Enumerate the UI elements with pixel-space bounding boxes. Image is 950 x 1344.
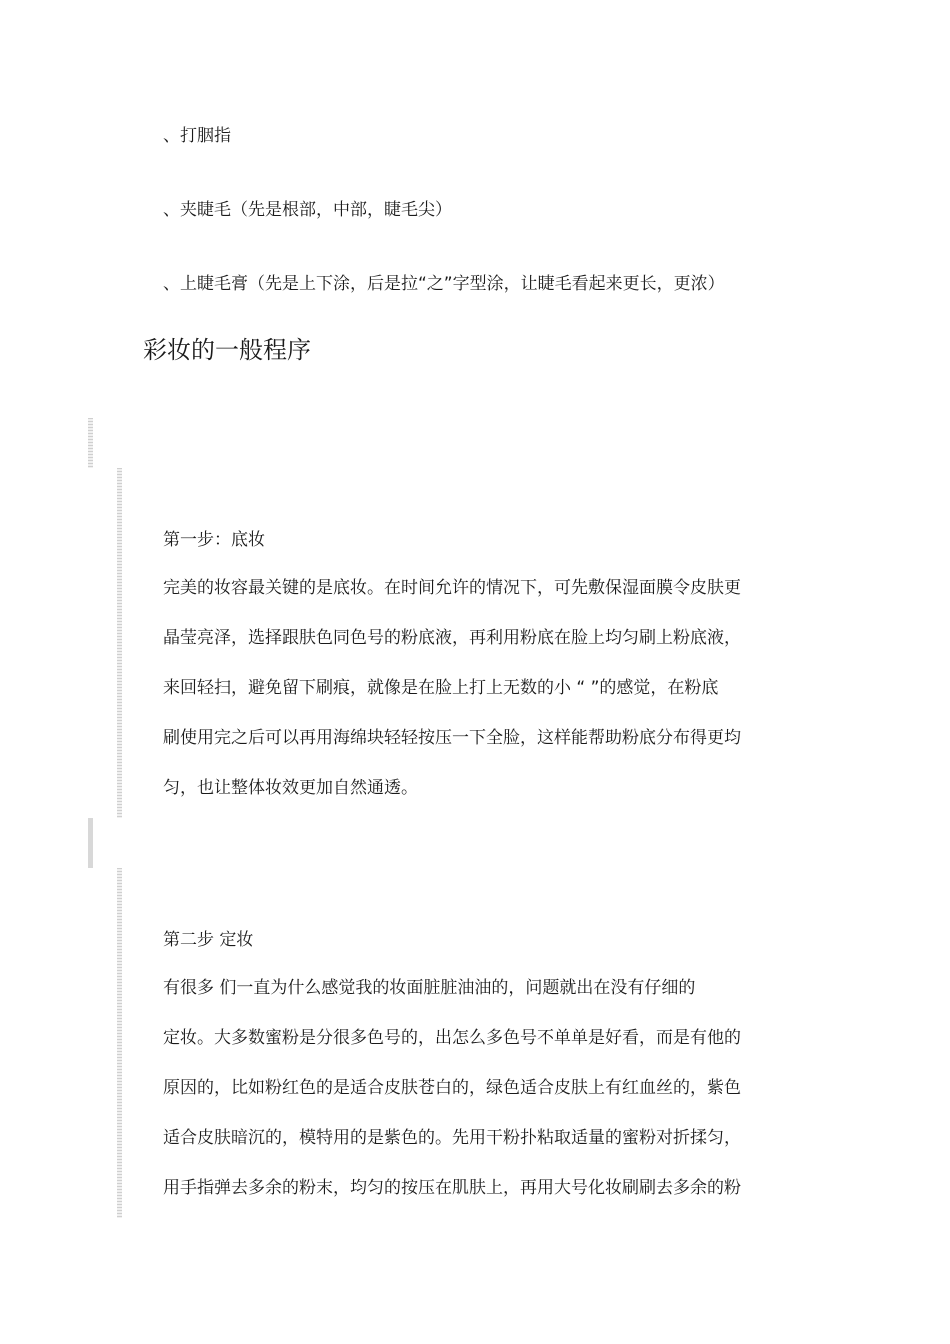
- list-item: 、上睫毛膏（先是上下涂，后是拉“之”字型涂，让睫毛看起来更长，更浓）: [163, 274, 725, 294]
- list-item: 、打胭指: [163, 126, 231, 146]
- paragraph-line: 匀，也让整体妆效更加自然通透。: [163, 778, 418, 798]
- paragraph-line: 刷使用完之后可以再用海绵块轻轻按压一下全脸，这样能帮助粉底分布得更均: [163, 728, 741, 748]
- paragraph-line: 定妆。大多数蜜粉是分很多色号的，出怎么多色号不单单是好看，而是有他的: [163, 1028, 741, 1048]
- paragraph-line: 有很多 们一直为什么感觉我的妆面脏脏油油的，问题就出在没有仔细的: [163, 978, 696, 998]
- step2-title: 第二步 定妆: [163, 930, 254, 950]
- paragraph-line: 晶莹亮泽，选择跟肤色同色号的粉底液，再利用粉底在脸上均匀刷上粉底液，: [163, 628, 741, 648]
- paragraph-line: 完美的妆容最关键的是底妆。在时间允许的情况下，可先敷保湿面膜令皮肤更: [163, 578, 741, 598]
- step1-title: 第一步：底妆: [163, 530, 265, 550]
- margin-bar: [88, 818, 93, 868]
- margin-bar: [117, 868, 122, 1218]
- step1-paragraph: [163, 563, 823, 813]
- margin-bar: [88, 418, 93, 468]
- paragraph-line: 来回轻扫，避免留下刷痕，就像是在脸上打上无数的小 “ ”的感觉，在粉底: [163, 678, 719, 698]
- list-item: 、夹睫毛（先是根部，中部，睫毛尖）: [163, 200, 452, 220]
- paragraph-line: 用手指弹去多余的粉末，均匀的按压在肌肤上，再用大号化妆刷刷去多余的粉: [163, 1178, 741, 1198]
- margin-bar: [117, 468, 122, 818]
- step2-paragraph: [163, 963, 823, 1213]
- paragraph-line: 原因的，比如粉红色的是适合皮肤苍白的，绿色适合皮肤上有红血丝的，紫色: [163, 1078, 741, 1098]
- paragraph-line: 适合皮肤暗沉的，模特用的是紫色的。先用干粉扑粘取适量的蜜粉对折揉匀，: [163, 1128, 741, 1148]
- section-title: 彩妆的一般程序: [143, 336, 311, 364]
